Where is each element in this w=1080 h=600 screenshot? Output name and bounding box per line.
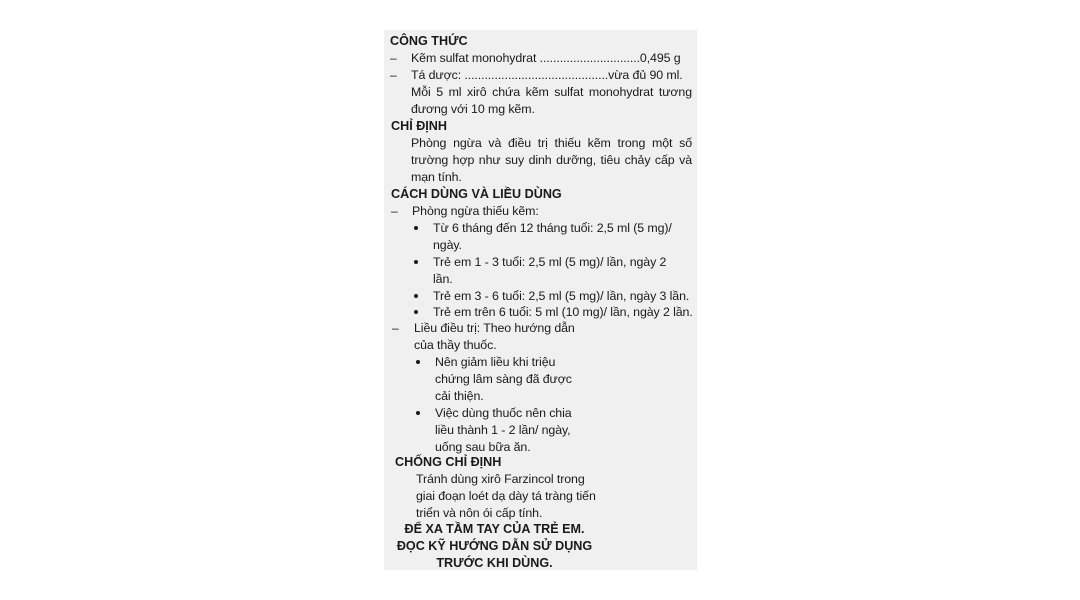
dash-marker: – bbox=[392, 321, 399, 335]
formula-item-excipient: Tá dược: ...........................................vừa đủ 90 ml. bbox=[411, 68, 683, 82]
treatment-dose-line: Liều điều trị: Theo hướng dẫn bbox=[414, 321, 575, 335]
treatment-item-line: liều thành 1 - 2 lần/ ngày, bbox=[435, 423, 571, 437]
bullet-icon bbox=[414, 226, 418, 230]
indication-line: trường hợp như suy dinh dưỡng, tiêu chảy cấp và bbox=[411, 153, 692, 167]
contraindication-line: triển và nôn ói cấp tính. bbox=[416, 506, 543, 520]
formula-item-zinc-sulfate: Kẽm sulfat monohydrat ..............................0,495 g bbox=[411, 51, 681, 65]
dash-marker: – bbox=[391, 204, 398, 218]
dosage-item-line: Trẻ em 3 - 6 tuổi: 2,5 ml (5 mg)/ lần, ngày 3 lần. bbox=[433, 289, 690, 303]
warning-keep-away: ĐỂ XA TẦM TAY CỦA TRẺ EM. bbox=[404, 522, 585, 536]
dosage-item-line: Từ 6 tháng đến 12 tháng tuổi: 2,5 ml (5 mg)/ bbox=[433, 221, 672, 235]
section-heading-chong-chi-dinh: CHỐNG CHỈ ĐỊNH bbox=[395, 455, 502, 469]
treatment-item-line: Nên giảm liều khi triệu bbox=[435, 355, 556, 369]
formula-note-line: đương với 10 mg kẽm. bbox=[411, 102, 535, 116]
dosage-item-line: Trẻ em trên 6 tuổi: 5 ml (10 mg)/ lần, ngày 2 lần. bbox=[433, 305, 693, 319]
contraindication-line: Tránh dùng xirô Farzincol trong bbox=[416, 472, 585, 486]
dosage-item-line: ngày. bbox=[433, 238, 462, 252]
warning-read-instructions: ĐỌC KỸ HƯỚNG DẪN SỬ DỤNG bbox=[396, 539, 593, 553]
indication-line: mạn tính. bbox=[411, 170, 462, 184]
bullet-icon bbox=[414, 294, 418, 298]
indication-line: Phòng ngừa và điều trị thiếu kẽm trong một số bbox=[411, 136, 692, 150]
drug-leaflet-panel bbox=[384, 30, 697, 570]
bullet-icon bbox=[414, 310, 418, 314]
section-heading-cong-thuc: CÔNG THỨC bbox=[390, 34, 468, 48]
formula-note-line: Mỗi 5 ml xirô chứa kẽm sulfat monohydrat tương bbox=[411, 85, 692, 99]
section-heading-chi-dinh: CHỈ ĐỊNH bbox=[391, 119, 447, 133]
treatment-dose-line: của thầy thuốc. bbox=[414, 338, 497, 352]
treatment-item-line: cải thiện. bbox=[435, 389, 484, 403]
treatment-item-line: Việc dùng thuốc nên chia bbox=[435, 406, 572, 420]
dash-marker: – bbox=[390, 51, 397, 65]
dash-marker: – bbox=[390, 68, 397, 82]
prevention-label: Phòng ngừa thiếu kẽm: bbox=[412, 204, 539, 218]
bullet-icon bbox=[416, 360, 420, 364]
warning-before-use: TRƯỚC KHI DÙNG. bbox=[436, 556, 553, 570]
dosage-item-line: lần. bbox=[433, 272, 453, 286]
section-heading-cach-dung: CÁCH DÙNG VÀ LIỀU DÙNG bbox=[391, 187, 562, 201]
treatment-item-line: chứng lâm sàng đã được bbox=[435, 372, 572, 386]
dosage-item-line: Trẻ em 1 - 3 tuổi: 2,5 ml (5 mg)/ lần, ngày 2 bbox=[433, 255, 667, 269]
bullet-icon bbox=[416, 411, 420, 415]
treatment-item-line: uống sau bữa ăn. bbox=[435, 440, 531, 454]
bullet-icon bbox=[414, 260, 418, 264]
contraindication-line: giai đoạn loét dạ dày tá tràng tiến bbox=[416, 489, 596, 503]
